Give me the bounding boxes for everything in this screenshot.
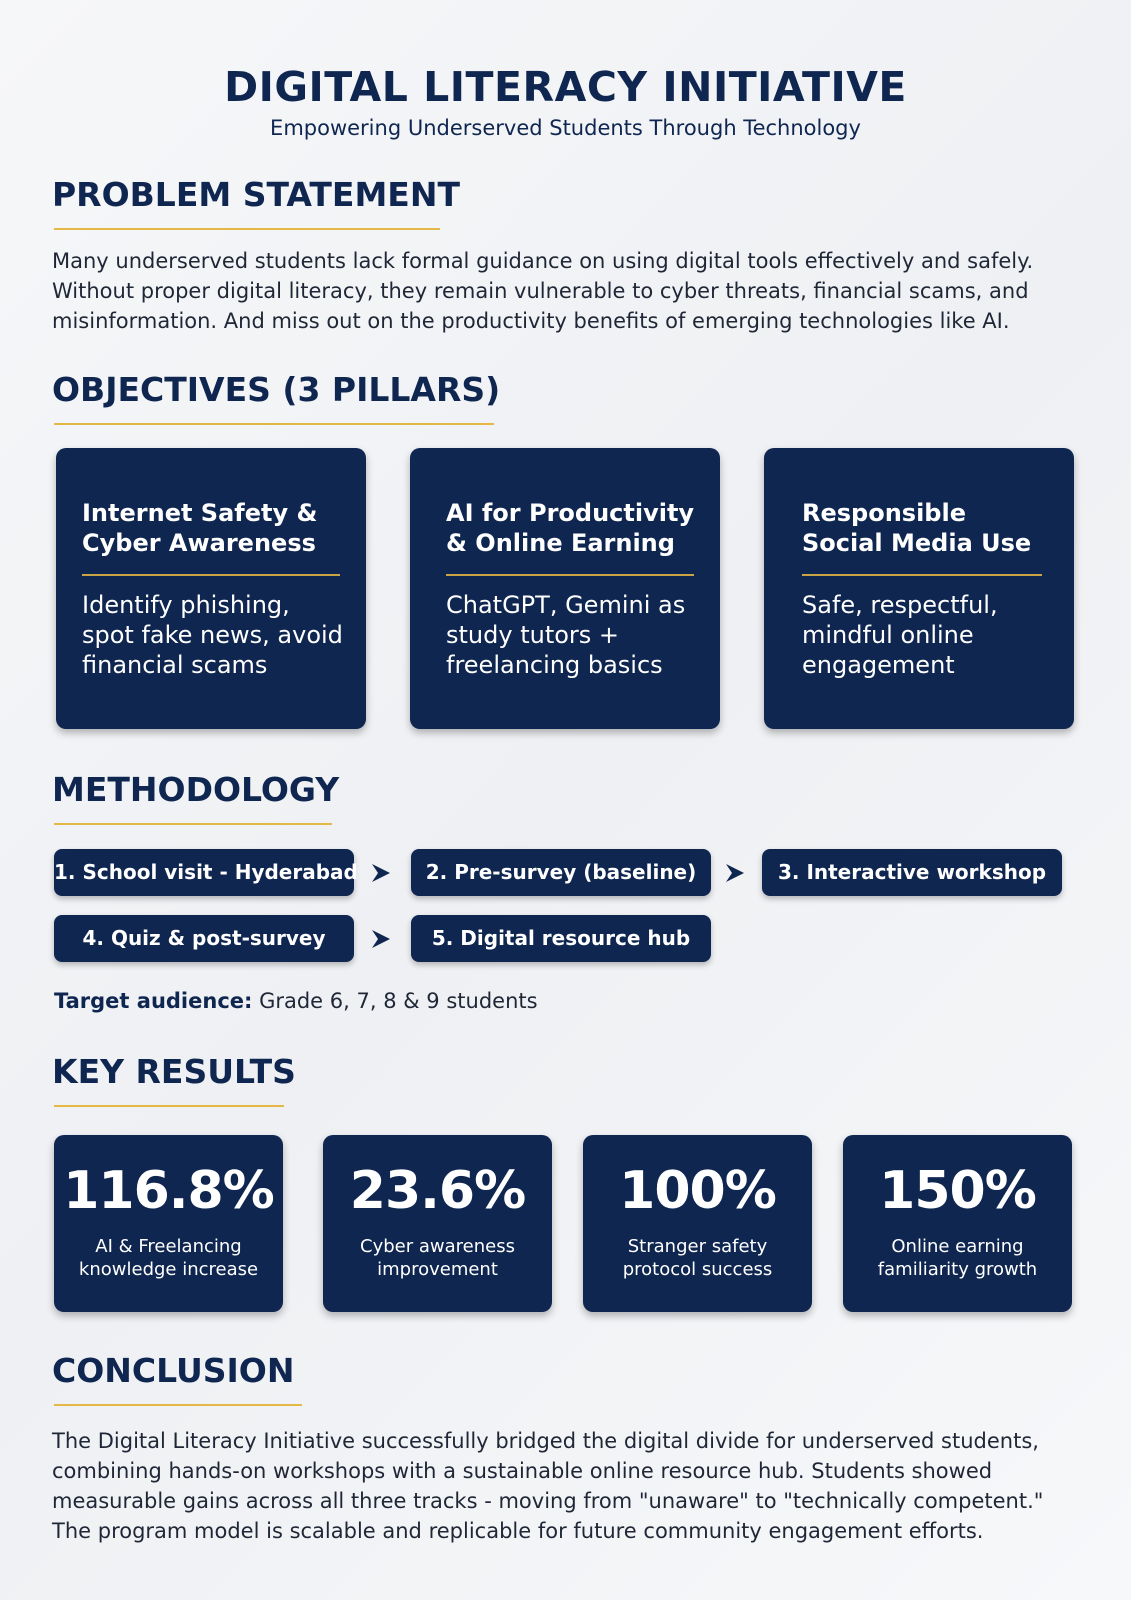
pillar-divider <box>82 574 340 576</box>
pillar-description: Identify phishing, spot fake news, avoid financial scams <box>82 591 343 679</box>
pillar-divider <box>446 574 694 576</box>
target-audience <box>54 986 538 1016</box>
objectives-heading-underline <box>54 423 494 425</box>
results-heading-underline <box>54 1105 284 1107</box>
method-step-3: 3. Interactive workshop <box>762 849 1062 896</box>
target-audience-label: Target audience: <box>54 989 253 1013</box>
result-value: 100% <box>619 1161 776 1221</box>
pillar-description: ChatGPT, Gemini as study tutors + freelancing basics <box>446 591 686 679</box>
pillar-title: Internet Safety & Cyber Awareness <box>82 499 318 557</box>
objectives-heading: OBJECTIVES (3 PILLARS) <box>52 370 501 409</box>
result-value: 23.6% <box>349 1161 526 1221</box>
target-audience-value: Grade 6, 7, 8 & 9 students <box>252 989 538 1013</box>
conclusion-heading: CONCLUSION <box>52 1351 295 1390</box>
method-step-5: 5. Digital resource hub <box>411 915 711 962</box>
result-value: 116.8% <box>63 1161 274 1221</box>
results-heading: KEY RESULTS <box>52 1052 296 1091</box>
problem-text: Many underserved students lack formal guidance on using digital tools effectively and safely. Without proper digital literacy, they remain vulnerable to cyber threats, financial scams, and misinformation. And miss out on the productivity benefits of emerging technologies like AI. <box>52 249 1034 333</box>
conclusion-heading-underline <box>54 1404 302 1406</box>
result-label: AI & Freelancing knowledge increase <box>78 1236 259 1280</box>
method-step-2: 2. Pre-survey (baseline) <box>411 849 711 896</box>
page-title: DIGITAL LITERACY INITIATIVE <box>224 63 907 111</box>
conclusion-text: The Digital Literacy Initiative successfully bridged the digital divide for underserved students, combining hands-on workshops with a sustainable online resource hub. Students showed measurable gains across all three tracks - moving from "unaware" to "technically competent." The program model is scalable and replicable for future community engagement efforts. <box>52 1429 1044 1543</box>
result-label: Stranger safety protocol success <box>622 1236 773 1280</box>
problem-heading-underline <box>54 228 440 230</box>
result-card-cyber-awareness <box>323 1135 552 1312</box>
pillar-divider <box>802 574 1042 576</box>
result-card-ai-freelancing <box>54 1135 283 1312</box>
chevron-right-icon <box>370 862 392 884</box>
page-subtitle: Empowering Underserved Students Through Technology <box>270 116 861 140</box>
method-step-1: 1. School visit - Hyderabad <box>54 849 354 896</box>
result-label: Cyber awareness improvement <box>360 1236 515 1280</box>
methodology-heading: METHODOLOGY <box>52 770 340 809</box>
poster-header <box>0 62 1131 142</box>
pillar-title: Responsible Social Media Use <box>802 499 1032 557</box>
pillar-card-internet-safety <box>56 448 366 729</box>
methodology-heading-underline <box>54 823 332 825</box>
problem-heading: PROBLEM STATEMENT <box>52 175 460 214</box>
method-step-4: 4. Quiz & post-survey <box>54 915 354 962</box>
result-card-online-earning <box>843 1135 1072 1312</box>
pillar-card-ai-productivity <box>410 448 720 729</box>
result-label: Online earning familiarity growth <box>877 1236 1038 1280</box>
chevron-right-icon <box>724 862 746 884</box>
pillar-title: AI for Productivity & Online Earning <box>446 499 695 557</box>
result-value: 150% <box>879 1161 1036 1221</box>
pillar-card-social-media <box>764 448 1074 729</box>
pillar-description: Safe, respectful, mindful online engagement <box>802 591 998 679</box>
chevron-right-icon <box>370 928 392 950</box>
result-card-stranger-safety <box>583 1135 812 1312</box>
